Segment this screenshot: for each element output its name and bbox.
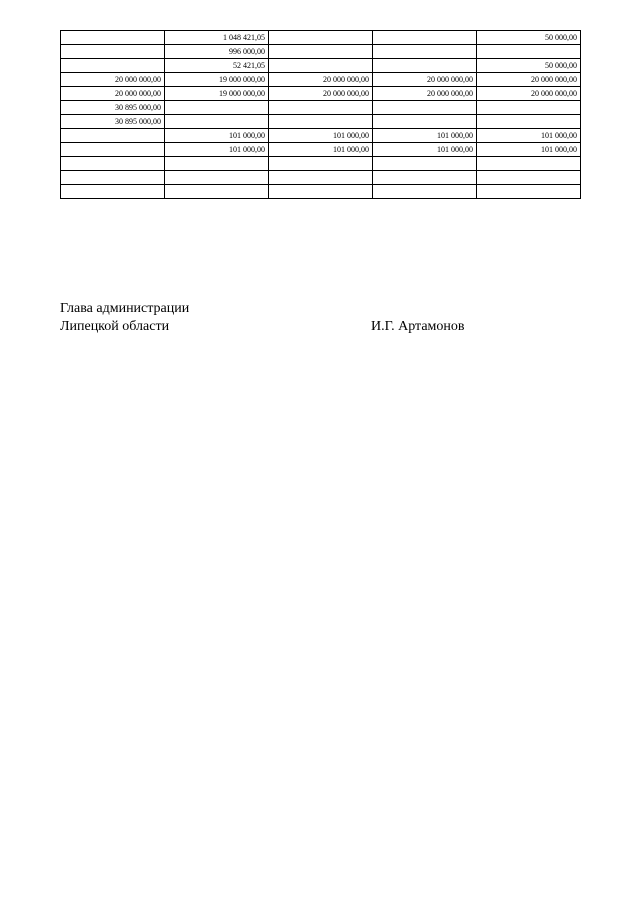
table-cell [269, 171, 373, 185]
table-cell [477, 45, 581, 59]
table-row [61, 129, 581, 143]
table-cell: 996 000,00 [165, 45, 269, 59]
signatory-title-line-2: Липецкой области [60, 319, 170, 334]
table-cell [165, 157, 269, 171]
signatory-title-line-1: Глава администрации [60, 301, 190, 316]
table-cell [477, 171, 581, 185]
table-cell: 101 000,00 [477, 143, 581, 157]
table-cell [269, 185, 373, 199]
table-cell [373, 101, 477, 115]
table-row [61, 157, 581, 171]
table-cell: 19 000 000,00 [165, 73, 269, 87]
table-cell: 1 048 421,05 [165, 31, 269, 45]
budget-table [60, 30, 581, 199]
table-cell [477, 157, 581, 171]
table-cell: 101 000,00 [373, 143, 477, 157]
signatory-title-line-2-row [60, 318, 580, 336]
table-cell [61, 171, 165, 185]
table-cell [269, 157, 373, 171]
table-cell [373, 45, 477, 59]
table-cell [165, 171, 269, 185]
table-cell [373, 157, 477, 171]
table-cell [165, 185, 269, 199]
table-cell [373, 185, 477, 199]
table-cell [269, 59, 373, 73]
table-row [61, 73, 581, 87]
table-cell [269, 45, 373, 59]
table-cell: 20 000 000,00 [61, 87, 165, 101]
table-cell: 101 000,00 [269, 143, 373, 157]
table-cell [477, 101, 581, 115]
table-cell: 30 895 000,00 [61, 115, 165, 129]
table-cell [477, 185, 581, 199]
signature-block [60, 300, 580, 336]
table-cell: 20 000 000,00 [61, 73, 165, 87]
table-cell [269, 101, 373, 115]
table-cell: 20 000 000,00 [373, 73, 477, 87]
table-cell [61, 129, 165, 143]
table-cell [61, 185, 165, 199]
table-cell [373, 31, 477, 45]
table-cell [269, 31, 373, 45]
table-cell: 30 895 000,00 [61, 101, 165, 115]
table-cell [165, 101, 269, 115]
table-row [61, 45, 581, 59]
table-cell [165, 115, 269, 129]
table-cell: 20 000 000,00 [269, 73, 373, 87]
table-cell: 19 000 000,00 [165, 87, 269, 101]
table-cell: 20 000 000,00 [269, 87, 373, 101]
table-cell [61, 31, 165, 45]
table-cell [61, 157, 165, 171]
table-cell: 101 000,00 [165, 129, 269, 143]
table-cell: 101 000,00 [165, 143, 269, 157]
table-cell [61, 45, 165, 59]
signatory-name: И.Г. Артамонов [371, 319, 465, 334]
table-row [61, 101, 581, 115]
table-row [61, 59, 581, 73]
table-cell [61, 59, 165, 73]
table-row [61, 143, 581, 157]
table-cell: 50 000,00 [477, 59, 581, 73]
table-cell [477, 115, 581, 129]
table-cell: 20 000 000,00 [373, 87, 477, 101]
table-cell: 50 000,00 [477, 31, 581, 45]
table-cell: 20 000 000,00 [477, 87, 581, 101]
table-row [61, 115, 581, 129]
table-cell: 101 000,00 [373, 129, 477, 143]
table-row [61, 185, 581, 199]
table-row [61, 171, 581, 185]
table-cell [269, 115, 373, 129]
table-cell [373, 59, 477, 73]
table-cell: 20 000 000,00 [477, 73, 581, 87]
table-cell [61, 143, 165, 157]
budget-table-body [61, 31, 581, 199]
table-cell: 101 000,00 [269, 129, 373, 143]
table-row [61, 87, 581, 101]
table-row [61, 31, 581, 45]
table-cell: 101 000,00 [477, 129, 581, 143]
table-cell: 52 421,05 [165, 59, 269, 73]
table-cell [373, 171, 477, 185]
table-cell [373, 115, 477, 129]
